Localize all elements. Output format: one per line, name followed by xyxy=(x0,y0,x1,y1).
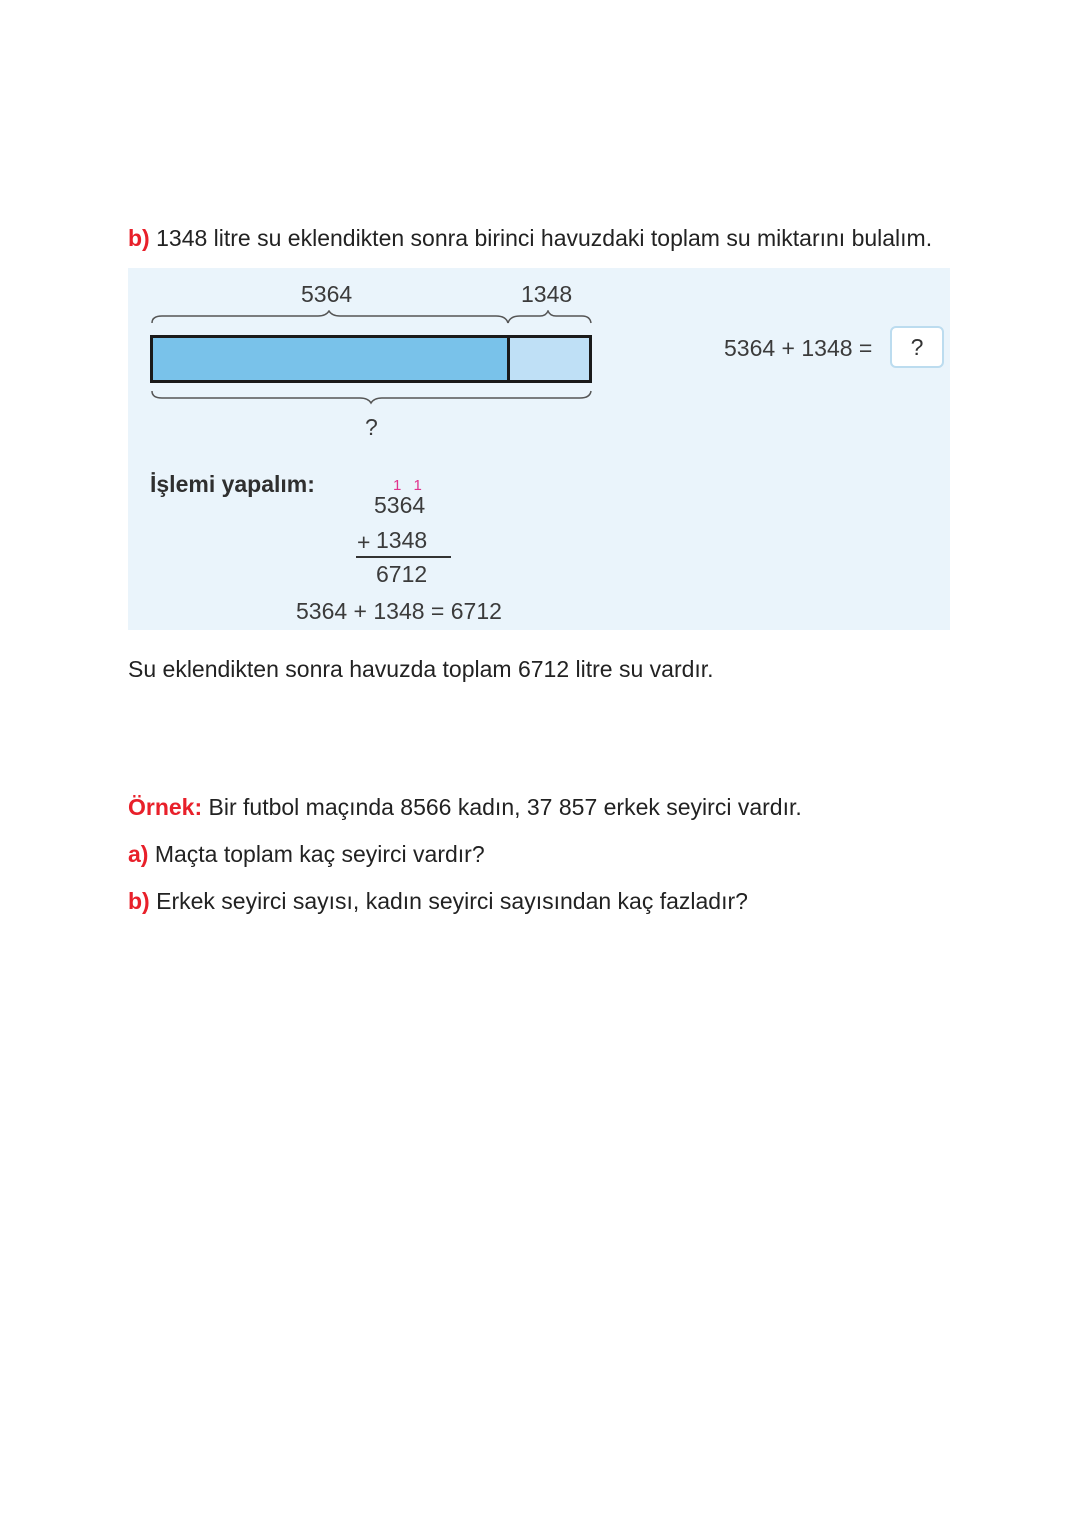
example-statement xyxy=(128,793,802,821)
calculation-heading: İşlemi yapalım: xyxy=(150,471,315,497)
calculation-equation: 5364 + 1348 = 6712 xyxy=(296,598,502,624)
bar-segment-1348 xyxy=(510,338,589,380)
question-a xyxy=(128,840,485,868)
top-label-first: 5364 xyxy=(301,281,353,307)
conclusion-text: Su eklendikten sonra havuzda toplam 6712 litre su vardır. xyxy=(128,656,714,682)
top-label-second: 1348 xyxy=(521,281,573,307)
answer-box: ? xyxy=(890,326,944,368)
diagram-equation: 5364 + 1348 = xyxy=(724,335,873,361)
bar-model xyxy=(150,335,592,383)
question-a-text: Maçta toplam kaç seyirci vardır? xyxy=(154,841,485,867)
top-brace xyxy=(150,310,594,326)
bottom-question-label: ? xyxy=(365,414,378,440)
example-text: Bir futbol maçında 8566 kadın, 37 857 erkek seyirci vardır. xyxy=(208,794,802,820)
part-b-label: b) xyxy=(128,225,150,251)
part-b-text: 1348 litre su eklendikten sonra birinci havuzdaki toplam su miktarını bulalım. xyxy=(156,225,933,251)
plus-sign: + xyxy=(357,529,371,555)
bar-model-panel xyxy=(128,268,950,630)
bar-segment-5364 xyxy=(153,338,510,380)
example-label: Örnek: xyxy=(128,794,203,820)
question-b-label: b) xyxy=(128,888,150,914)
top-brace-first xyxy=(152,311,508,323)
addend-second: 1348 xyxy=(376,527,428,553)
question-b xyxy=(128,887,748,915)
sum-result: 6712 xyxy=(376,561,428,587)
bottom-brace xyxy=(150,389,594,405)
addend-first: 5364 xyxy=(374,492,426,518)
question-a-label: a) xyxy=(128,841,149,867)
question-b-text: Erkek seyirci sayısı, kadın seyirci sayısından kaç fazladır? xyxy=(156,888,748,914)
carry-digits: 1 1 xyxy=(393,477,426,494)
part-b-statement xyxy=(128,224,932,252)
sum-line xyxy=(356,556,451,558)
top-brace-second xyxy=(508,311,591,323)
